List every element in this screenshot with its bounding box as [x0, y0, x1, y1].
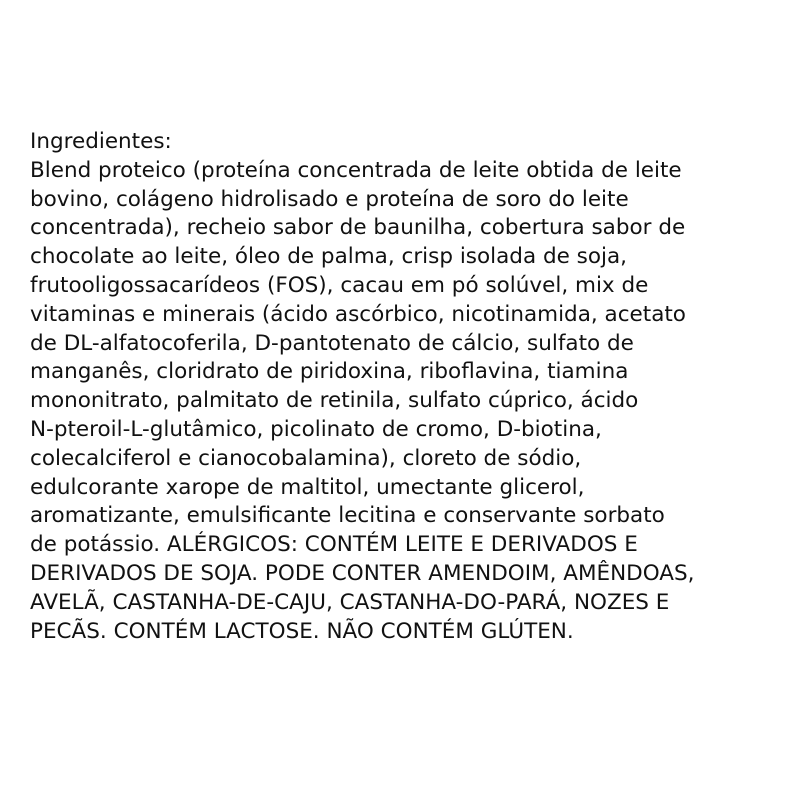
ingredients-heading: Ingredientes: [30, 129, 172, 154]
ingredients-line: concentrada), recheio sabor de baunilha, cobertura sabor de [30, 215, 686, 241]
ingredients-line: mononitrato, palmitato de retinila, sulfato cúprico, ácido [30, 388, 639, 414]
allergen-line: DERIVADOS DE SOJA. PODE CONTER AMENDOIM, AMÊNDOAS, [30, 560, 695, 586]
ingredients-line: vitaminas e minerais (ácido ascórbico, nicotinamida, acetato [30, 301, 686, 327]
ingredients-line: aromatizante, emulsificante lecitina e conservante sorbato [30, 503, 665, 529]
ingredients-line: manganês, cloridrato de piridoxina, riboflavina, tiamina [30, 359, 629, 385]
ingredients-label [30, 128, 790, 646]
ingredients-line: chocolate ao leite, óleo de palma, crisp isolada de soja, [30, 244, 628, 270]
ingredients-line: bovino, colágeno hidrolisado e proteína de soro do leite [30, 186, 629, 212]
ingredients-line: frutooligossacarídeos (FOS), cacau em pó solúvel, mix de [30, 272, 649, 298]
ingredients-line: colecalciferol e cianocobalamina), cloreto de sódio, [30, 445, 582, 471]
allergen-line: de potássio. ALÉRGICOS: CONTÉM LEITE E DERIVADOS E [30, 532, 638, 558]
ingredients-line: de DL-alfatocoferila, D-pantotenato de cálcio, sulfato de [30, 330, 634, 356]
ingredients-line: N-pteroil-L-glutâmico, picolinato de cromo, D-biotina, [30, 416, 602, 442]
allergen-line: AVELÃ, CASTANHA-DE-CAJU, CASTANHA-DO-PARÁ, NOZES E [30, 589, 670, 615]
ingredients-line: edulcorante xarope de maltitol, umectante glicerol, [30, 474, 585, 500]
ingredients-line: Blend proteico (proteína concentrada de leite obtida de leite [30, 157, 682, 183]
allergen-line: PECÃS. CONTÉM LACTOSE. NÃO CONTÉM GLÚTEN. [30, 618, 574, 644]
